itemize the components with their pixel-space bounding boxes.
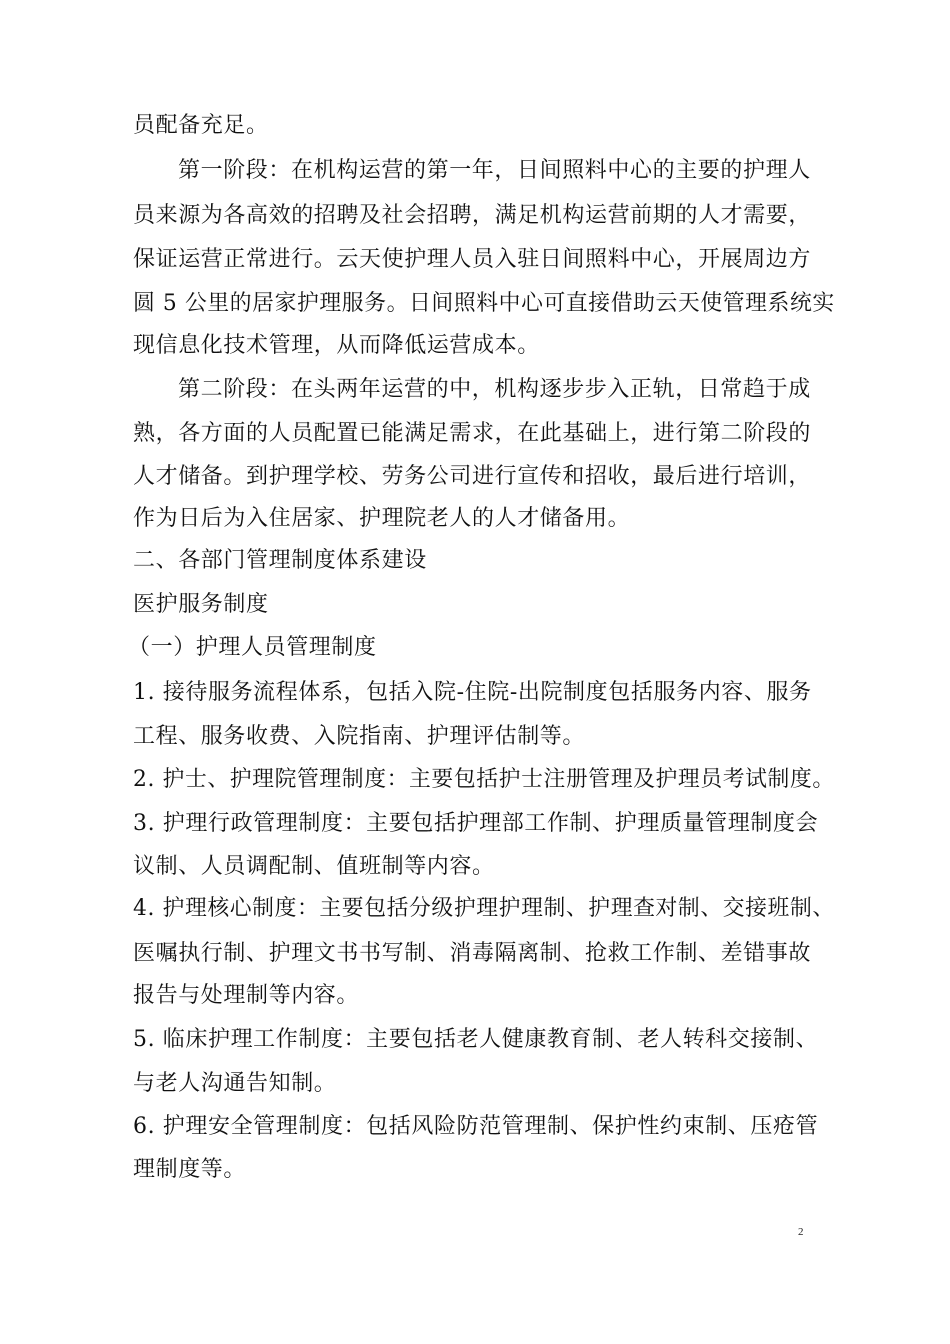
- text-line: 作为日后为入住居家、护理院老人的人才储备用。: [133, 506, 631, 531]
- paragraph-first-line: 第二阶段：在头两年运营的中，机构逐步步入正轨，日常趋于成: [178, 377, 811, 402]
- list-item: 4. 护理核心制度：主要包括分级护理护理制、护理查对制、交接班制、: [133, 896, 835, 921]
- text-line: 熟，各方面的人员配置已能满足需求，在此基础上，进行第二阶段的: [133, 421, 812, 446]
- text-line: 员来源为各高效的招聘及社会招聘，满足机构运营前期的人才需要，: [133, 203, 812, 228]
- list-item: 5. 临床护理工作制度：主要包括老人健康教育制、老人转科交接制、: [133, 1027, 819, 1052]
- section-heading: 二、各部门管理制度体系建设: [133, 548, 427, 573]
- list-item: 6. 护理安全管理制度：包括风险防范管理制、保护性约束制、压疮管: [133, 1114, 819, 1139]
- text-line: 医嘱执行制、护理文书书写制、消毒隔离制、抢救工作制、差错事故: [133, 941, 812, 966]
- subsection-heading: （一）护理人员管理制度: [128, 635, 377, 660]
- paragraph-first-line: 第一阶段：在机构运营的第一年，日间照料中心的主要的护理人: [178, 158, 811, 183]
- text-line: 保证运营正常进行。云天使护理人员入驻日间照料中心，开展周边方: [133, 247, 812, 272]
- list-item: 3. 护理行政管理制度：主要包括护理部工作制、护理质量管理制度会: [133, 811, 819, 836]
- subsection-heading: 医护服务制度: [133, 592, 269, 617]
- text-line: 圆 5 公里的居家护理服务。日间照料中心可直接借助云天使管理系统实: [133, 291, 835, 316]
- text-line: 工程、服务收费、入院指南、护理评估制等。: [133, 724, 586, 749]
- page-number: 2: [798, 1226, 804, 1238]
- text-line: 理制度等。: [133, 1157, 247, 1182]
- text-line: 员配备充足。: [133, 113, 269, 138]
- list-item: 2. 护士、护理院管理制度：主要包括护士注册管理及护理员考试制度。: [133, 767, 835, 792]
- text-line: 议制、人员调配制、值班制等内容。: [133, 854, 495, 879]
- text-line: 报告与处理制等内容。: [133, 983, 360, 1008]
- text-line: 与老人沟通告知制。: [133, 1071, 337, 1096]
- text-line: 现信息化技术管理，从而降低运营成本。: [133, 333, 540, 358]
- list-item: 1. 接待服务流程体系，包括入院-住院-出院制度包括服务内容、服务: [133, 680, 812, 705]
- text-line: 人才储备。到护理学校、劳务公司进行宣传和招收，最后进行培训，: [133, 464, 812, 489]
